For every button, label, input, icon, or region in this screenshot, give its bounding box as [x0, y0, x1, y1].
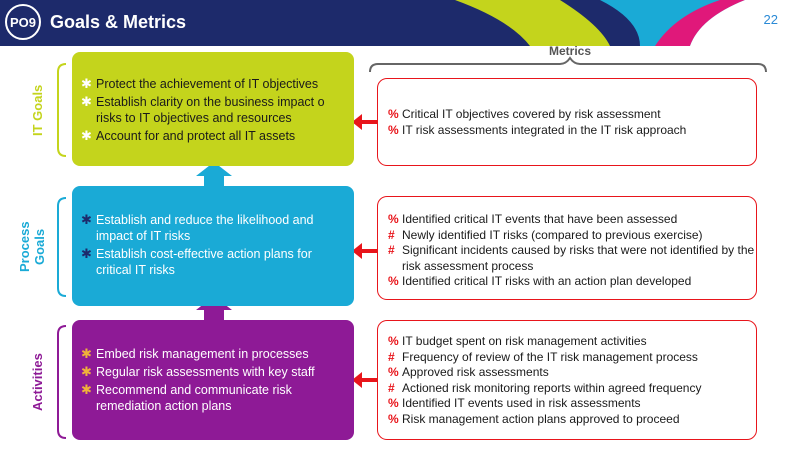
metric-symbol: %: [388, 107, 399, 121]
side-label-line: Activities: [30, 353, 45, 411]
goal-text: Establish and reduce the likelihood and impact of IT risks: [96, 213, 314, 243]
metric-row: [388, 350, 756, 366]
metric-symbol: %: [388, 274, 399, 288]
metric-row: [388, 228, 756, 244]
metrics-box-activities: [377, 320, 757, 440]
metrics-bracket: [370, 58, 766, 72]
metric-text: IT budget spent on risk management activities: [402, 334, 647, 348]
metric-row: [388, 396, 756, 412]
goal-item: [80, 382, 346, 414]
side-label-activities: [30, 326, 45, 438]
metric-symbol: #: [388, 380, 395, 395]
goal-text: Recommend and communicate risk remediation action plans: [96, 383, 292, 413]
metric-text: Newly identified IT risks (compared to previous exercise): [402, 227, 703, 242]
goal-box-process-goals: [72, 186, 354, 306]
metric-symbol: %: [388, 365, 399, 379]
metric-row: [388, 334, 756, 350]
star-icon: ✱: [81, 212, 92, 227]
metric-text: Identified critical IT events that have been assessed: [402, 212, 678, 226]
star-icon: ✱: [81, 128, 92, 143]
side-label-line: IT Goals: [30, 84, 45, 136]
goal-box-it-goals: [72, 52, 354, 166]
metric-text: Frequency of review of the IT risk management process: [402, 349, 698, 364]
metric-symbol: %: [388, 396, 399, 410]
left-arrow-1: [352, 114, 377, 130]
page-badge: PO9: [5, 4, 41, 40]
metrics-box-process-goals: [377, 196, 757, 300]
metric-symbol: #: [388, 227, 395, 242]
metric-symbol: #: [388, 349, 395, 364]
page-title: Goals & Metrics: [50, 12, 187, 32]
goal-text: Account for and protect all IT assets: [96, 129, 296, 143]
metric-text: Approved risk assessments: [402, 365, 549, 379]
side-label-line: Goals: [32, 228, 47, 266]
metric-row: [388, 365, 756, 381]
star-icon: ✱: [81, 76, 92, 91]
metric-symbol: %: [388, 411, 399, 426]
goal-text: Establish cost-effective action plans for critical IT risks: [96, 247, 312, 277]
goal-item: [80, 346, 346, 362]
metric-text: Significant incidents caused by risks that were not identified by the risk assessment process: [402, 243, 755, 273]
metric-row: [388, 381, 756, 397]
star-icon: ✱: [81, 94, 92, 109]
metrics-box-it-goals: [377, 78, 757, 166]
metric-text: Risk management action plans approved to proceed: [402, 411, 680, 426]
star-icon: ✱: [81, 364, 92, 379]
goal-text: Establish clarity on the business impact o risks to IT objectives and resources: [96, 95, 325, 125]
metric-text: Critical IT objectives covered by risk assessment: [402, 107, 661, 121]
header-bar: [0, 0, 800, 46]
metric-symbol: %: [388, 122, 399, 137]
process-goals-bracket: [58, 198, 66, 296]
metric-row: [388, 107, 756, 123]
metric-row: [388, 243, 756, 274]
metrics-label: Metrics: [548, 44, 592, 58]
goal-item: [80, 364, 346, 380]
metric-row: [388, 412, 756, 428]
metric-symbol: %: [388, 212, 399, 226]
activities-bracket: [58, 326, 66, 438]
left-arrow-2: [352, 243, 377, 259]
goal-item: [80, 246, 346, 278]
goal-item: [80, 76, 346, 92]
metric-text: Identified IT events used in risk assessments: [402, 396, 641, 410]
it-goals-bracket: [58, 64, 66, 156]
goal-text: Protect the achievement of IT objectives: [96, 77, 319, 91]
goal-item: [80, 212, 346, 244]
metric-text: Identified critical IT risks with an action plan developed: [402, 274, 692, 288]
metric-text: Actioned risk monitoring reports within agreed frequency: [402, 380, 702, 395]
side-label-line: Process: [17, 221, 32, 273]
side-label-process-goals: [17, 198, 47, 296]
metric-text: IT risk assessments integrated in the IT risk approach: [402, 122, 687, 137]
star-icon: ✱: [81, 346, 92, 361]
goal-text: Regular risk assessments with key staff: [96, 365, 315, 379]
star-icon: ✱: [81, 382, 92, 397]
metric-symbol: %: [388, 334, 399, 348]
goal-text: Embed risk management in processes: [96, 347, 309, 361]
metric-symbol: #: [388, 243, 395, 257]
left-arrow-3: [352, 372, 377, 388]
metric-row: [388, 123, 756, 139]
metric-row: [388, 274, 756, 290]
side-label-it-goals: [30, 64, 45, 156]
metric-row: [388, 212, 756, 228]
star-icon: ✱: [81, 246, 92, 261]
page-number: 22: [763, 12, 778, 27]
goal-item: [80, 94, 346, 126]
goal-item: [80, 128, 346, 144]
goal-box-activities: [72, 320, 354, 440]
